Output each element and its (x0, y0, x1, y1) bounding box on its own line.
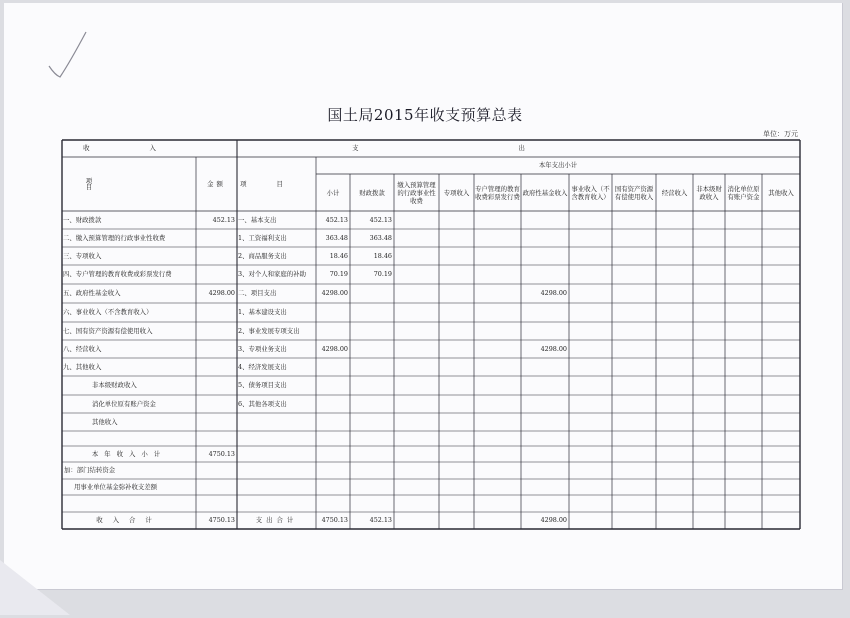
value-cell (612, 230, 654, 246)
income-amount-cell (196, 304, 235, 321)
value-cell (725, 230, 760, 246)
subtotal-group-header: 本年支出小计 (538, 161, 578, 170)
value-cell (350, 359, 392, 375)
income-item-cell: 一、财政拨款 (63, 215, 102, 224)
value-cell (693, 304, 723, 321)
income-amount-cell: 4750.13 (208, 516, 235, 525)
value-cell (693, 212, 723, 228)
value-cell (439, 496, 472, 511)
value-cell (474, 341, 519, 357)
value-cell (350, 304, 392, 321)
expense-item-cell (238, 496, 315, 511)
column-header-8: 经营收入 (661, 188, 688, 197)
value-cell (394, 496, 437, 511)
value-cell: 452.13 (369, 215, 392, 224)
value-cell (394, 304, 437, 321)
expense-item-cell: 一、基本支出 (238, 215, 277, 224)
value-cell (350, 432, 392, 445)
value-cell (569, 463, 610, 478)
value-cell (762, 266, 798, 283)
value-cell (521, 432, 567, 445)
value-cell (569, 266, 610, 283)
value-cell (394, 285, 437, 302)
value-cell (656, 396, 691, 412)
value-cell (316, 432, 348, 445)
value-cell (762, 359, 798, 375)
value-cell (693, 230, 723, 246)
value-cell (474, 323, 519, 339)
value-cell (725, 463, 760, 478)
value-cell (693, 377, 723, 394)
value-cell (656, 480, 691, 494)
expense-item-cell (238, 463, 315, 478)
value-cell (569, 447, 610, 461)
value-cell: 4298.00 (540, 344, 567, 353)
value-cell (474, 447, 519, 461)
value-cell (725, 359, 760, 375)
value-cell: 4298.00 (540, 516, 567, 525)
value-cell: 452.13 (325, 215, 348, 224)
value-cell: 4750.13 (321, 516, 348, 525)
value-cell (612, 513, 654, 528)
income-amount-cell (196, 359, 235, 375)
value-cell (350, 447, 392, 461)
income-amount-cell (196, 496, 235, 511)
value-cell (569, 396, 610, 412)
value-cell (474, 496, 519, 511)
value-cell (439, 304, 472, 321)
value-cell (439, 230, 472, 246)
unit-label: 单位：万元 (763, 130, 798, 138)
value-cell (612, 212, 654, 228)
column-header-5: 政府性基金收入 (522, 188, 568, 197)
value-cell (612, 285, 654, 302)
value-cell (439, 396, 472, 412)
value-cell (612, 432, 654, 445)
value-cell (612, 323, 654, 339)
expense-item-cell: 3、对个人和家庭的补助 (238, 270, 306, 279)
value-cell (612, 359, 654, 375)
value-cell (350, 377, 392, 394)
income-item-cell: 九、其他收入 (63, 362, 102, 371)
value-cell (474, 513, 519, 528)
income-group-header: 收入 (83, 144, 216, 153)
value-cell (569, 230, 610, 246)
value-cell (656, 447, 691, 461)
value-cell (521, 323, 567, 339)
value-cell (612, 266, 654, 283)
income-item-header: 项目 (85, 176, 173, 191)
value-cell (612, 377, 654, 394)
value-cell (474, 432, 519, 445)
value-cell (762, 377, 798, 394)
income-item-cell: 五、政府性基金收入 (63, 289, 121, 298)
income-item-cell: 收入合计 (96, 516, 162, 525)
income-amount-cell (196, 480, 235, 494)
value-cell (569, 304, 610, 321)
income-item-cell: 其他收入 (92, 417, 118, 426)
column-header-10: 消化单位原有账户资金 (727, 184, 760, 201)
value-cell (725, 304, 760, 321)
value-cell (762, 447, 798, 461)
income-amount-cell (196, 230, 235, 246)
value-cell (725, 432, 760, 445)
page-title: 国土局2015年收支预算总表 (327, 106, 523, 124)
value-cell (656, 323, 691, 339)
value-cell (725, 212, 760, 228)
income-item-cell: 非本级财政收入 (92, 381, 137, 390)
value-cell (394, 513, 437, 528)
value-cell (350, 414, 392, 430)
value-cell (612, 447, 654, 461)
column-header-0: 小计 (326, 188, 340, 197)
income-amount-cell: 452.13 (212, 215, 235, 224)
value-cell (394, 212, 437, 228)
value-cell (439, 414, 472, 430)
value-cell (725, 341, 760, 357)
income-item-cell: 四、专户管理的教育收费或彩票发行费 (63, 270, 172, 279)
value-cell (350, 396, 392, 412)
value-cell (693, 341, 723, 357)
value-cell (656, 248, 691, 264)
value-cell (394, 377, 437, 394)
value-cell (474, 212, 519, 228)
value-cell (474, 285, 519, 302)
value-cell (394, 248, 437, 264)
income-amount-cell (196, 323, 235, 339)
value-cell (521, 396, 567, 412)
expense-item-cell: 1、工资福利支出 (238, 233, 287, 242)
value-cell (569, 359, 610, 375)
value-cell (474, 463, 519, 478)
income-amount-cell (196, 414, 235, 430)
value-cell (762, 341, 798, 357)
value-cell (521, 496, 567, 511)
value-cell (612, 248, 654, 264)
column-header-7: 国有资产资源有偿使用收入 (614, 184, 654, 201)
value-cell (350, 496, 392, 511)
value-cell (762, 463, 798, 478)
expense-item-cell: 2、事业发展专项支出 (238, 326, 300, 335)
value-cell (612, 496, 654, 511)
value-cell (656, 304, 691, 321)
value-cell (439, 447, 472, 461)
value-cell (693, 285, 723, 302)
value-cell (693, 513, 723, 528)
value-cell (569, 377, 610, 394)
value-cell (762, 230, 798, 246)
value-cell (394, 359, 437, 375)
value-cell (656, 266, 691, 283)
income-item-cell: 本年收入小计 (91, 449, 167, 458)
value-cell (693, 359, 723, 375)
column-header-1: 财政拨款 (359, 188, 385, 197)
expense-item-cell: 4、经济发展支出 (238, 362, 287, 371)
value-cell (474, 304, 519, 321)
value-cell (612, 341, 654, 357)
income-amount-cell (196, 266, 235, 283)
value-cell (693, 266, 723, 283)
value-cell (474, 359, 519, 375)
expense-item-header: 项目 (240, 179, 313, 188)
column-header-4: 专户管理的教育收费彩票发行费 (475, 184, 520, 201)
income-amount-cell (196, 396, 235, 412)
income-item-cell: 八、经营收入 (63, 344, 102, 353)
value-cell (316, 377, 348, 394)
value-cell (569, 323, 610, 339)
value-cell (569, 341, 610, 357)
income-item-cell (63, 496, 196, 511)
value-cell (521, 230, 567, 246)
value-cell (656, 513, 691, 528)
value-cell (350, 323, 392, 339)
value-cell (656, 285, 691, 302)
value-cell (762, 396, 798, 412)
value-cell (656, 377, 691, 394)
value-cell (521, 359, 567, 375)
value-cell (474, 377, 519, 394)
income-item-cell: 消化单位原有账户资金 (92, 399, 156, 408)
value-cell (762, 513, 798, 528)
value-cell (394, 414, 437, 430)
value-cell (656, 212, 691, 228)
income-item-cell: 用事业单位基金弥补收支差额 (74, 482, 158, 491)
value-cell (521, 463, 567, 478)
income-item-cell: 七、国有资产资源有偿使用收入 (63, 326, 153, 335)
income-item-cell (63, 432, 196, 445)
value-cell (762, 496, 798, 511)
value-cell: 4298.00 (321, 289, 348, 298)
income-amount-cell (196, 248, 235, 264)
value-cell (474, 396, 519, 412)
value-cell (439, 513, 472, 528)
value-cell (612, 396, 654, 412)
value-cell (521, 414, 567, 430)
value-cell (762, 414, 798, 430)
value-cell (725, 447, 760, 461)
value-cell (693, 248, 723, 264)
value-cell (762, 432, 798, 445)
value-cell (521, 304, 567, 321)
value-cell (394, 266, 437, 283)
expense-item-cell: 2、商品服务支出 (238, 251, 287, 260)
value-cell: 70.19 (373, 270, 392, 279)
value-cell (762, 304, 798, 321)
expense-item-cell (238, 432, 315, 445)
value-cell (725, 513, 760, 528)
value-cell (762, 248, 798, 264)
value-cell (569, 513, 610, 528)
value-cell (693, 432, 723, 445)
expense-item-cell (238, 480, 315, 494)
value-cell: 70.19 (329, 270, 348, 279)
column-header-6: 事业收入（不含教育收入） (571, 184, 610, 201)
expense-group-header: 支出 (352, 144, 685, 153)
value-cell (725, 377, 760, 394)
value-cell (316, 304, 348, 321)
value-cell (612, 414, 654, 430)
income-amount-cell (196, 463, 235, 478)
income-item-cell: 二、缴入预算管理的行政事业性收费 (63, 233, 166, 242)
value-cell (439, 377, 472, 394)
expense-item-cell (238, 447, 315, 461)
value-cell (656, 432, 691, 445)
value-cell (394, 480, 437, 494)
value-cell (316, 447, 348, 461)
value-cell (612, 463, 654, 478)
value-cell (439, 248, 472, 264)
value-cell (439, 266, 472, 283)
expense-item-cell (238, 414, 315, 430)
value-cell (439, 359, 472, 375)
value-cell (693, 414, 723, 430)
value-cell (569, 496, 610, 511)
income-amount-cell (196, 432, 235, 445)
value-cell (439, 480, 472, 494)
income-item-cell: 加：部门结转资金 (64, 466, 116, 475)
column-header-9: 非本级财政收入 (696, 184, 722, 201)
value-cell (656, 496, 691, 511)
value-cell (394, 341, 437, 357)
value-cell (762, 212, 798, 228)
income-amount-cell: 4750.13 (208, 449, 235, 458)
column-header-11: 其他收入 (768, 188, 794, 197)
value-cell (439, 285, 472, 302)
value-cell (725, 496, 760, 511)
value-cell (656, 463, 691, 478)
value-cell (656, 341, 691, 357)
expense-item-cell: 二、项目支出 (238, 289, 277, 298)
value-cell (521, 480, 567, 494)
value-cell (439, 212, 472, 228)
value-cell (394, 432, 437, 445)
value-cell (656, 230, 691, 246)
value-cell (569, 248, 610, 264)
value-cell (394, 230, 437, 246)
value-cell (474, 266, 519, 283)
value-cell (569, 480, 610, 494)
income-amount-header: 金额 (207, 179, 226, 188)
value-cell (569, 212, 610, 228)
value-cell (316, 496, 348, 511)
value-cell (725, 414, 760, 430)
value-cell (439, 323, 472, 339)
value-cell (316, 396, 348, 412)
value-cell (350, 463, 392, 478)
income-item-cell: 六、事业收入（不含教育收入） (63, 308, 153, 317)
value-cell (656, 359, 691, 375)
value-cell (569, 285, 610, 302)
income-amount-cell (196, 377, 235, 394)
value-cell (693, 463, 723, 478)
column-header-3: 专项收入 (443, 188, 470, 197)
value-cell (725, 285, 760, 302)
value-cell (439, 341, 472, 357)
value-cell (350, 480, 392, 494)
value-cell (693, 396, 723, 412)
value-cell (316, 463, 348, 478)
value-cell: 452.13 (369, 516, 392, 525)
value-cell (725, 266, 760, 283)
value-cell (474, 414, 519, 430)
income-amount-cell (196, 341, 235, 357)
expense-item-cell: 3、专项业务支出 (238, 344, 287, 353)
value-cell (394, 323, 437, 339)
value-cell (316, 414, 348, 430)
column-header-2: 缴入预算管理的行政事业性收费 (397, 180, 436, 205)
value-cell (521, 377, 567, 394)
value-cell (693, 447, 723, 461)
value-cell (762, 323, 798, 339)
value-cell (316, 359, 348, 375)
expense-item-cell: 支出合计 (255, 516, 298, 525)
value-cell (612, 304, 654, 321)
income-item-cell: 三、专项收入 (63, 251, 102, 260)
value-cell (762, 480, 798, 494)
value-cell (612, 480, 654, 494)
value-cell (474, 480, 519, 494)
income-amount-cell: 4298.00 (208, 289, 235, 298)
value-cell: 18.46 (373, 251, 392, 260)
value-cell (521, 212, 567, 228)
value-cell (350, 341, 392, 357)
value-cell (521, 266, 567, 283)
value-cell: 363.48 (325, 233, 348, 242)
value-cell (693, 496, 723, 511)
value-cell (316, 480, 348, 494)
value-cell (439, 463, 472, 478)
expense-item-cell: 6、其他各项支出 (238, 399, 287, 408)
value-cell (693, 323, 723, 339)
value-cell (725, 323, 760, 339)
value-cell (316, 323, 348, 339)
expense-item-cell: 1、基本建设支出 (238, 308, 287, 317)
value-cell (762, 285, 798, 302)
value-cell (394, 447, 437, 461)
value-cell (394, 463, 437, 478)
value-cell (569, 432, 610, 445)
value-cell: 4298.00 (540, 289, 567, 298)
value-cell (474, 248, 519, 264)
value-cell (656, 414, 691, 430)
value-cell (474, 230, 519, 246)
value-cell (725, 396, 760, 412)
value-cell (350, 285, 392, 302)
value-cell (569, 414, 610, 430)
value-cell (394, 396, 437, 412)
value-cell (521, 447, 567, 461)
value-cell: 4298.00 (321, 344, 348, 353)
expense-item-cell: 5、债务项目支出 (238, 381, 287, 390)
value-cell (693, 480, 723, 494)
value-cell (439, 432, 472, 445)
value-cell (725, 480, 760, 494)
value-cell: 363.48 (369, 233, 392, 242)
value-cell: 18.46 (329, 251, 348, 260)
value-cell (521, 248, 567, 264)
value-cell (725, 248, 760, 264)
